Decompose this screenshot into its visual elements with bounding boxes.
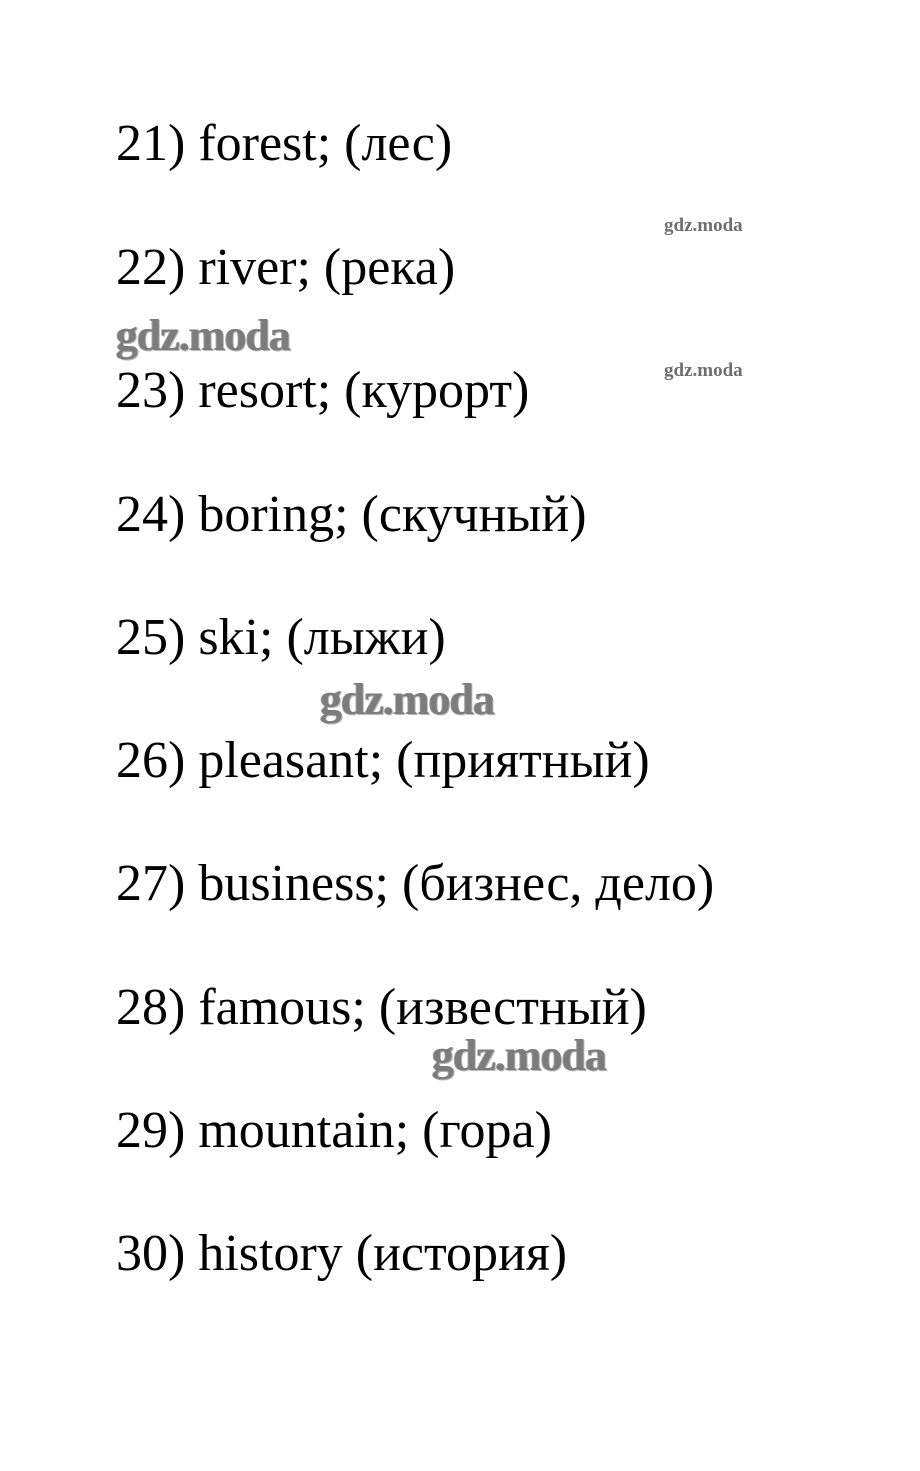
- watermark-large: gdz.moda: [320, 675, 495, 724]
- vocab-entry-27: 27) business; (бизнес, дело): [116, 855, 715, 912]
- vocab-entry-28: 28) famous; (известный): [116, 979, 647, 1036]
- vocab-entry-22: 22) river; (река): [116, 239, 456, 296]
- vocab-entry-24: 24) boring; (скучный): [116, 486, 587, 543]
- watermark-large: gdz.moda: [432, 1031, 607, 1080]
- vocab-entry-21: 21) forest; (лес): [116, 115, 453, 172]
- vocab-entry-25: 25) ski; (лыжи): [116, 609, 446, 666]
- watermark-large: gdz.moda: [116, 311, 291, 360]
- vocab-entry-30: 30) history (история): [116, 1225, 568, 1282]
- vocab-entry-23: 23) resort; (курорт): [116, 362, 530, 419]
- watermark-small: gdz.moda: [664, 215, 743, 236]
- watermark-small: gdz.moda: [664, 360, 743, 381]
- vocab-entry-26: 26) pleasant; (приятный): [116, 732, 650, 789]
- vocab-entry-29: 29) mountain; (гора): [116, 1102, 552, 1159]
